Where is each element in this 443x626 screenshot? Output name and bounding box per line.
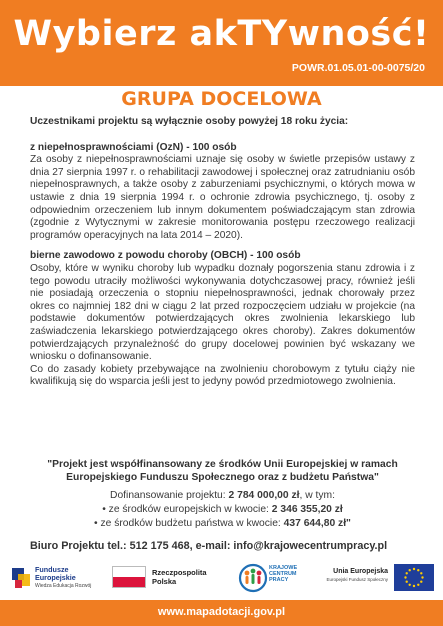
funding-total-line (30, 489, 415, 503)
ue-text (320, 568, 388, 584)
kcp-people-icon (237, 562, 269, 594)
project-code: POWR.01.05.01-00-0075/20 (291, 62, 425, 74)
rzeczpospolita-polska-logo (112, 560, 207, 596)
rp-text (152, 568, 207, 586)
footer-url-link[interactable]: www.mapadotacji.gov.pl (157, 606, 286, 618)
logos-bar (0, 560, 443, 596)
funding-eu-line (30, 503, 415, 517)
poster-title: Wybierz akTYwność! (13, 14, 430, 54)
header-banner (0, 0, 443, 86)
fe-text (35, 566, 91, 590)
ue-sub: Europejski Fundusz Społeczny (326, 577, 388, 582)
fe-sub: Wiedza Edukacja Rozwój (35, 583, 92, 589)
krajowe-centrum-pracy-logo (237, 560, 312, 596)
kcp-line1: KRAJOWE (269, 565, 298, 571)
content-body (30, 116, 415, 389)
group2-note: Co do zasady kobiety przebywające na zwolnieniu chorobowym z tytułu ciąży nie kwalifikują się do wsparcia jeśli jest to jedyny powód przedmiotowego zwolnienia. (30, 363, 415, 388)
kcp-line2: CENTRUM (269, 571, 297, 578)
funding-state-label: • ze środków budżetu państwa w kwocie: (94, 518, 284, 529)
group1-text: Za osoby z niepełnosprawnościami uznaje się osoby w świetle przepisów ustawy z dnia 27 sierpnia 1997 r. o rehabilitacji zawodowej i społecznej oraz zatrudnianiu osób niepełnosprawnych, a także osoby z zaburzeniami psychicznymi, o których mowa w ustawie z dnia 19 sierpnia 1994 r. o ochronie zdrowia psychicznego, tj. osoby z odpowiednim orzeczeniem lub innym dokumentem poświadczającym stan zdrowia (zgodnie z Wytycznymi w zakresie monitorowania postępu rzeczowego realizacji programów operacyjnych na lata 2014 – 2020). (30, 154, 415, 241)
kcp-line3: PRACY (269, 577, 289, 584)
funding-eu-label: • ze środków europejskich w kwocie: (102, 504, 272, 515)
funding-state-amount: 437 644,80 zł" (283, 518, 351, 529)
funding-label: Dofinansowanie projektu: (110, 490, 229, 501)
spacer (30, 242, 415, 250)
funding-eu-amount: 2 346 355,20 zł (271, 504, 343, 515)
contact-info: Biuro Projektu tel.: 512 175 468, e-mail: info@krajowecentrumpracy.pl (30, 540, 388, 552)
fe-line1: Fundusze (35, 565, 69, 574)
rp-line1: Rzeczpospolita (152, 568, 207, 577)
footer-banner (0, 600, 443, 626)
funding-state-line (30, 517, 415, 531)
funding-label-suffix: , w tym: (299, 490, 335, 501)
cofinancing-quote: "Projekt jest współfinansowany ze środków Unii Europejskiej w ramach Europejskiego Funduszu Społecznego oraz z budżetu Państwa" (47, 459, 398, 483)
ue-line1: Unia Europejska (333, 568, 388, 575)
intro-text: Uczestnikami projektu są wyłącznie osoby powyżej 18 roku życia: (30, 116, 349, 127)
eu-flag-icon (394, 564, 434, 591)
rp-line2: Polska (152, 577, 177, 586)
poland-flag-icon (112, 566, 146, 588)
unia-europejska-logo (320, 560, 438, 596)
funding-total: 2 784 000,00 zł (228, 490, 300, 501)
fe-star-icon (10, 566, 32, 590)
group2-text: Osoby, które w wyniku choroby lub wypadku doznały pogorszenia stanu zdrowia i z tego powodu utraciły możliwości wykonywania dotychczasowej pracy, również jeśli nie posiadają orzeczenia o stopniu niepełnosprawności, jednak chorowały przez okres co najmniej 182 dni w ciągu 2 lat przed rozpoczęciem udziału w projekcie (na podstawie dokumentów potwierdzających okres zwolnienia lekarskiego lub zaświadczenia lekarskiego potwierdzającego okres choroby). Zakres dokumentów potwierdzających przynależność do grupy docelowej powinien być wskazany we wniosku o dofinansowanie. (30, 262, 415, 363)
fe-line2: Europejskie (35, 573, 76, 582)
fundusze-europejskie-logo (10, 560, 105, 596)
section-title: GRUPA DOCELOWA (121, 88, 322, 110)
funding-block (30, 489, 415, 531)
group2-title: bierne zawodowo z powodu choroby (OBCH) - 100 osób (30, 250, 301, 262)
kcp-text (269, 565, 297, 584)
group1-title: z niepełnosprawnościami (OzN) - 100 osób (30, 141, 237, 153)
